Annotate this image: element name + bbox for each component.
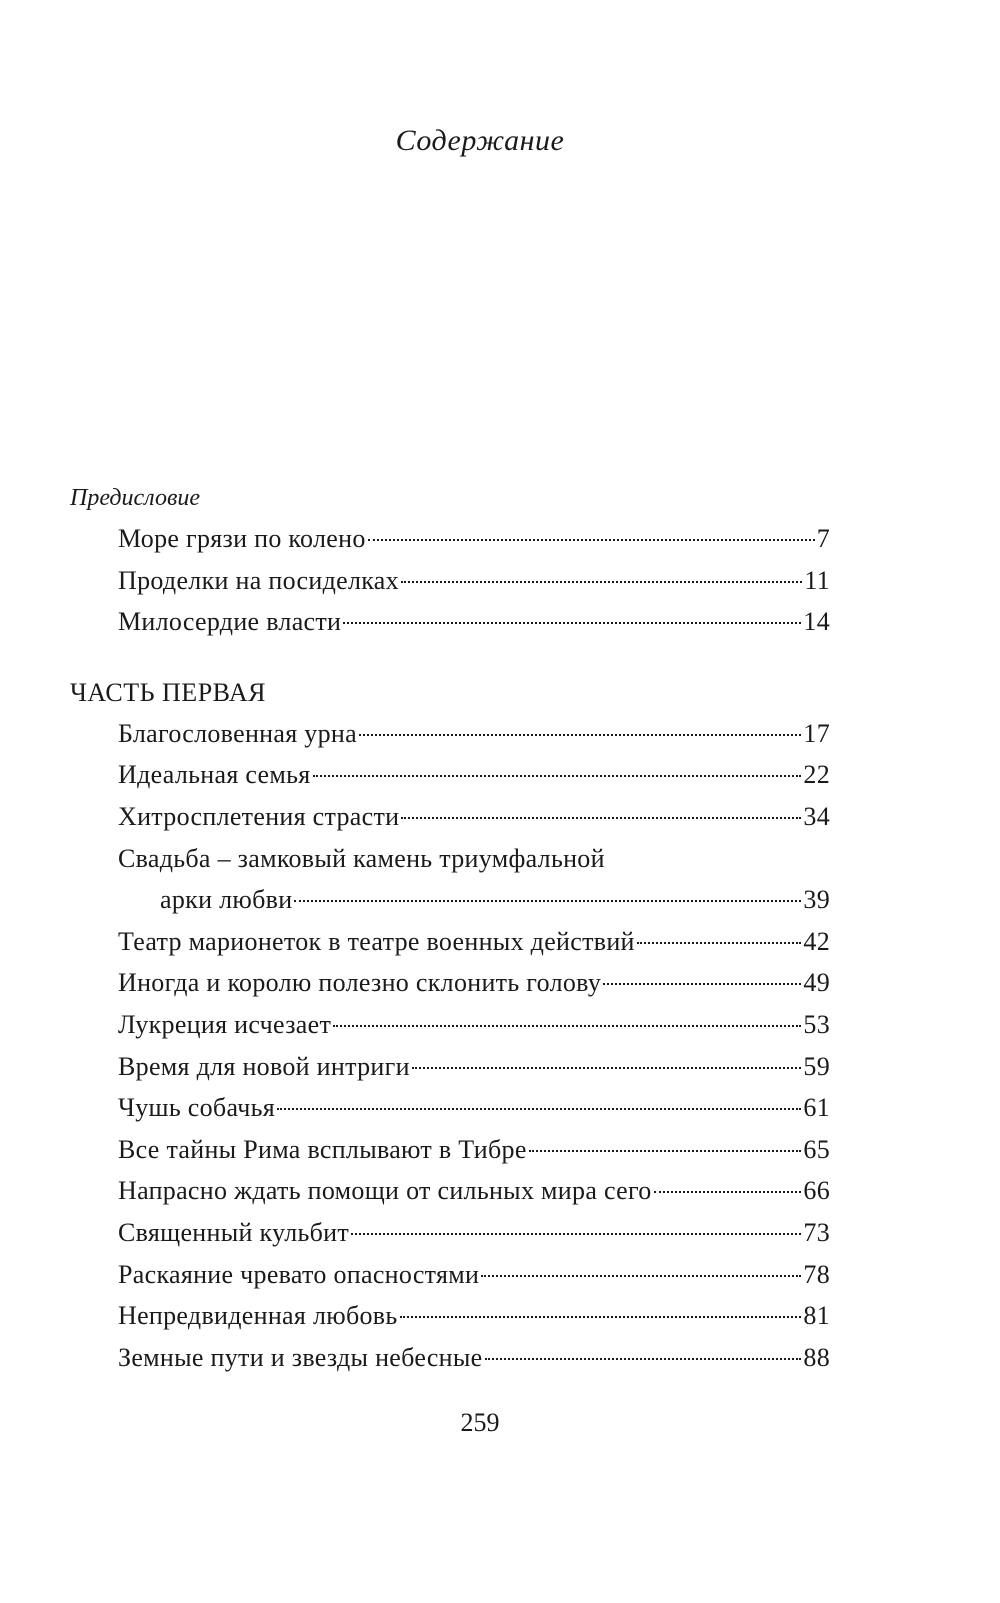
toc-entry-title: Лукреция исчезает [118, 1009, 332, 1039]
toc-entry-page: 49 [803, 968, 830, 998]
toc-entry [118, 921, 830, 963]
toc-entry [118, 1046, 830, 1088]
table-of-contents [70, 478, 830, 1378]
toc-entry-title-line1: Свадьба – замковый камень триумфальной [118, 843, 605, 873]
toc-entry-title: Море грязи по колено [118, 524, 366, 553]
toc-entry-title: Милосердие власти [118, 607, 342, 637]
section-heading-preface: Предисловие [70, 485, 201, 511]
dot-leader [401, 581, 802, 583]
toc-entry-title: Проделки на посиделках [118, 565, 399, 595]
toc-entry-page: 34 [803, 801, 830, 831]
toc-entry [118, 1295, 830, 1337]
toc-entry [118, 1337, 830, 1379]
toc-entry-title: Благословенная урна [118, 718, 357, 748]
toc-entry-page: 7 [816, 524, 830, 553]
dot-leader [313, 775, 802, 777]
toc-entry-page: 78 [803, 1259, 830, 1289]
toc-entry-title: Священный кульбит [118, 1217, 350, 1247]
toc-entry-title: Раскаяние чревато опасностями [118, 1259, 480, 1289]
toc-entry [118, 754, 830, 796]
dot-leader [343, 622, 801, 624]
dot-leader [400, 1316, 802, 1318]
toc-entry [118, 1087, 830, 1129]
toc-entry [160, 879, 830, 921]
toc-entry-page: 66 [803, 1176, 830, 1206]
toc-entry [118, 796, 830, 838]
toc-entry-title: Земные пути и звезды небесные [118, 1342, 483, 1372]
toc-entry [118, 518, 830, 560]
dot-leader [637, 942, 802, 944]
toc-entry-page: 59 [803, 1051, 830, 1081]
dot-leader [401, 817, 801, 819]
dot-leader [603, 983, 801, 985]
toc-entry [118, 1212, 830, 1254]
toc-entry [118, 713, 830, 755]
toc-entry-title: Время для новой интриги [118, 1051, 410, 1081]
toc-entry-title: Непредвиденная любовь [118, 1301, 398, 1331]
toc-entry [118, 1170, 830, 1212]
dot-leader [481, 1275, 801, 1277]
toc-entry-title: Иногда и королю полезно склонить голову [118, 968, 602, 998]
toc-entry-page: 39 [803, 885, 830, 915]
toc-entry-title: Театр марионеток в театре военных действий [118, 926, 635, 956]
dot-leader [359, 734, 801, 736]
dot-leader [294, 900, 801, 902]
dot-leader [412, 1067, 802, 1069]
page-number: 259 [460, 1408, 500, 1437]
toc-entry-page: 53 [803, 1009, 830, 1039]
toc-entry [118, 1004, 830, 1046]
toc-entry [118, 560, 830, 602]
toc-entry-page: 14 [803, 607, 830, 637]
toc-entry [118, 962, 830, 1004]
toc-entry [118, 1129, 830, 1171]
toc-entry-title: Все тайны Рима всплывают в Тибре [118, 1134, 527, 1164]
toc-entry-title: Чушь собачья [118, 1093, 276, 1123]
dot-leader [368, 539, 815, 541]
dot-leader [529, 1150, 802, 1152]
dot-leader [485, 1358, 802, 1360]
toc-entry-page: 88 [803, 1342, 830, 1372]
toc-entry-page: 11 [804, 565, 830, 595]
dot-leader [333, 1025, 801, 1027]
toc-entry-page: 22 [803, 760, 830, 790]
toc-entry-title: Хитросплетения страсти [118, 801, 400, 831]
toc-entry-title: арки любви [160, 885, 293, 915]
toc-entry-page: 42 [803, 926, 830, 956]
toc-entry-title: Идеальная семья [118, 760, 311, 790]
toc-entry-title: Напрасно ждать помощи от сильных мира сего [118, 1176, 652, 1206]
dot-leader [351, 1233, 801, 1235]
dot-leader [277, 1108, 801, 1110]
toc-entry-page: 17 [803, 718, 830, 748]
toc-entry-page: 61 [803, 1093, 830, 1123]
toc-entry-page: 65 [803, 1134, 830, 1164]
toc-entry-page: 81 [803, 1301, 830, 1331]
page-title: Содержание [395, 124, 565, 157]
dot-leader [654, 1191, 802, 1193]
toc-entry [118, 1254, 830, 1296]
toc-entry [118, 601, 830, 643]
section-heading-part-one: ЧАСТЬ ПЕРВАЯ [70, 677, 266, 707]
toc-entry-page: 73 [803, 1217, 830, 1247]
